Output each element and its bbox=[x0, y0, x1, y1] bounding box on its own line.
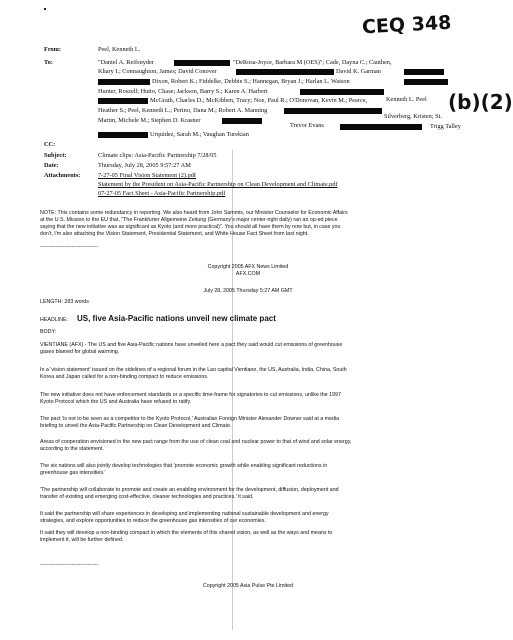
paragraph-line: The pact 'is not to be seen as a competitor to the Kyoto Protocol,' Australian Foreign Minister Alexander Downer said at a media bbox=[40, 416, 340, 422]
paragraph-line: Areas of cooperation envisioned in the new pact range from the use of clean coal and nuclear power to that of wind and solar energy, bbox=[40, 439, 352, 445]
body-label: BODY: bbox=[40, 329, 57, 335]
redaction bbox=[222, 118, 262, 124]
attachments-label: Attachments: bbox=[44, 172, 81, 179]
length: LENGTH: 283 words bbox=[40, 299, 89, 305]
subject-value: Climate clips: Asia-Pacific Partnership 7/28/05 bbox=[98, 152, 217, 159]
redaction bbox=[98, 132, 148, 138]
paragraph-line: strategies, and explore opportunities to reduce the greenhouse gas intensities of our economies. bbox=[40, 518, 266, 524]
recipient-line: Trigg Talley bbox=[430, 123, 461, 130]
recipient-line: McGrath, Charles D.; McKibben, Tracy; Noe, Paul R.; O'Donovan, Kevin M.; Pearce, bbox=[150, 97, 368, 104]
redaction bbox=[404, 79, 448, 85]
separator: --------------------------------- bbox=[40, 562, 99, 568]
headline-label: HEADLINE: bbox=[40, 317, 68, 323]
note-line: don't, I'm also attaching the Vision Statement, Presidential Statement, and White House Fact Sheet from last night. bbox=[40, 231, 309, 237]
recipient-line: Urquidez, Sarah M.; Vaughan Turekian bbox=[150, 131, 249, 138]
exemption-mark: (b)(2) bbox=[448, 90, 513, 114]
copyright: Copyright 2005 AFX News Limited bbox=[207, 264, 289, 270]
recipient-line: Martin, Michele M.; Stephen D. Krasner bbox=[98, 117, 201, 124]
note-line: saying that the new initiative was as significant as Kyoto (and more practical)". You should all have them by now but, in case you bbox=[40, 224, 341, 230]
headline: US, five Asia-Pacific nations unveil new climate pact bbox=[77, 314, 276, 323]
recipient-line: Heather S.; Peel, Kenneth L.; Perino, Dana M.; Robert A. Manning bbox=[98, 107, 268, 114]
date-value: Thursday, July 28, 2005 9:57:27 AM bbox=[98, 162, 191, 169]
recipient-line: Trevor Evans bbox=[290, 122, 324, 129]
attachment-link[interactable]: 7-27-05 Final Vision Statement (2).pdf bbox=[98, 172, 196, 179]
redaction bbox=[340, 124, 422, 130]
paragraph-line: 'The partnership will collaborate to promote and create an enabling environment for the development, diffusion, deployment and bbox=[40, 487, 339, 493]
paragraph-line: according to the statement. bbox=[40, 446, 104, 452]
paragraph-line: In a 'vision statement' issued on the sidelines of a regional forum in the Lao capital Vientiane, the US, Australia, India, China, South bbox=[40, 367, 347, 373]
paragraph-line: briefing to unveil the Asia-Pacific Partnership on Clean Development and Climate. bbox=[40, 423, 232, 429]
redaction bbox=[98, 98, 148, 104]
dateline: July 28, 2005 Thursday 5:27 AM GMT bbox=[203, 288, 293, 294]
redaction bbox=[174, 60, 230, 66]
from-label: From: bbox=[44, 46, 62, 53]
source: AFX.COM bbox=[235, 271, 261, 277]
redaction bbox=[236, 69, 334, 75]
date-label: Date: bbox=[44, 162, 59, 169]
recipient-line: Dixon, Robert K.; Fiddelke, Debbie S.; Hannegan, Bryan J.; Harlan L. Watson bbox=[152, 78, 350, 85]
recipient-line: "Daniel A. Reifsnyder bbox=[98, 59, 154, 66]
subject-label: Subject: bbox=[44, 152, 67, 159]
paragraph-line: It said they will develop a non-binding compact in which the elements of this shared vision, as well as the ways and means to bbox=[40, 530, 333, 536]
from-value: Peel, Kenneth L. bbox=[98, 46, 141, 53]
paragraph-line: gases blamed for global warming. bbox=[40, 349, 120, 355]
paragraph-line: transfer of existing and emerging cost-effective, cleaner technologies and practices,' it said. bbox=[40, 494, 254, 500]
paragraph-line: It said the partnership will share experiences in developing and implementing national sustainable development and energy bbox=[40, 511, 329, 517]
redaction bbox=[284, 108, 382, 114]
recipient-line: David K. Garman bbox=[336, 68, 381, 75]
attachment-link[interactable]: 07-27-05 Fact Sheet - Asia-Pacific Partnership.pdf bbox=[98, 190, 226, 197]
paragraph-line: VIENTIANE (AFX) - The US and five Asia-Pacific nations have unveiled here a pact they said would cut emissions of greenhouse bbox=[40, 342, 343, 348]
attachment-link[interactable]: Statement by the President on Asia-Pacific Partnership on Clean Development and Climate.pdf bbox=[98, 181, 338, 188]
paragraph-line: Korea and Japan called for a non-binding compact to reduce emissions. bbox=[40, 374, 209, 380]
copyright: Copyright 2005 Asia Pulse Pte Limited bbox=[202, 583, 294, 589]
paragraph-line: implement it, will be further defined. bbox=[40, 537, 124, 543]
ceq-stamp: CEQ 348 bbox=[361, 11, 452, 39]
recipient-line: Hunter, Roszell; Hutto, Chase; Jackson, Barry S.; Karen A. Harbert bbox=[98, 88, 268, 95]
separator: --------------------------------- bbox=[40, 244, 99, 250]
redaction bbox=[300, 89, 384, 95]
to-label: To: bbox=[44, 59, 53, 66]
paragraph-line: The six nations will also jointly develop technologies that 'promote economic growth while enabling significant reductions in bbox=[40, 463, 328, 469]
paragraph-line: The new initiative does not have enforcement standards or a specific time-frame for signatories to cut emissions, unlike the 1997 bbox=[40, 392, 341, 398]
note-line: at the U.S. Mission to the EU that, "The Frankfurter Allgemeine Zeitung (Germany's major center-right daily) ran an op-ed piece bbox=[40, 217, 338, 223]
note-line: NOTE: This contains some redundancy in reporting. We also heard from John Sammis, our Minister Counselor for Economic Affairs bbox=[40, 210, 348, 216]
cc-label: CC: bbox=[44, 141, 56, 148]
paragraph-line: Kyoto Protocol which the US and Australia have refused to ratify. bbox=[40, 399, 192, 405]
recipient-line: "DeRosa-Joyce, Barbara M (OES)"; Cade, Dayna C.; Cauthen, bbox=[233, 59, 392, 66]
speck bbox=[44, 8, 46, 10]
redaction bbox=[404, 69, 444, 75]
redaction bbox=[98, 79, 150, 85]
recipient-line: Silverberg, Kristen; St. bbox=[384, 113, 442, 120]
paragraph-line: greenhouse gas intensities.' bbox=[40, 470, 106, 476]
recipient-line: Kenneth L. Peel bbox=[386, 96, 427, 103]
recipient-line: Khary I.; Connaughton, James; David Conover bbox=[98, 68, 217, 75]
